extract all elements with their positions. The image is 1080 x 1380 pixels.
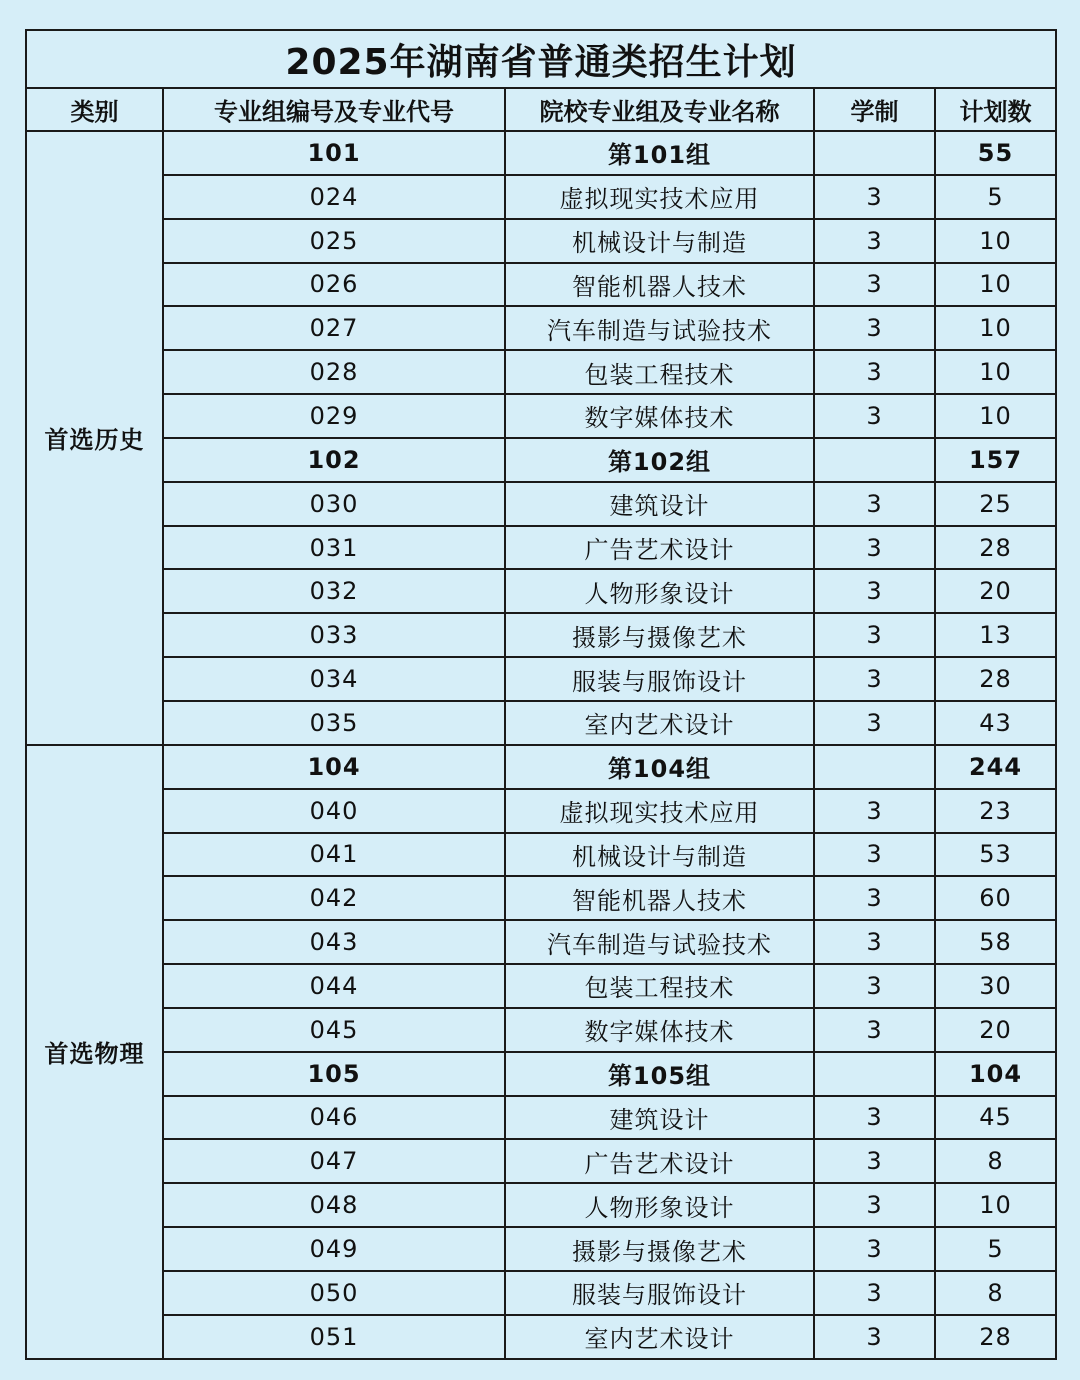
years-cell (814, 131, 935, 175)
plan-count-cell: 28 (935, 657, 1056, 701)
plan-count-cell: 23 (935, 789, 1056, 833)
major-name-cell: 智能机器人技术 (505, 263, 814, 307)
enrollment-plan-table (25, 29, 1057, 1360)
plan-count-cell: 60 (935, 876, 1056, 920)
code-cell: 042 (163, 876, 505, 920)
plan-count-cell: 28 (935, 1315, 1056, 1359)
years-cell: 3 (814, 175, 935, 219)
code-cell: 029 (163, 394, 505, 438)
major-name-cell: 包装工程技术 (505, 964, 814, 1008)
years-cell: 3 (814, 1183, 935, 1227)
years-cell: 3 (814, 613, 935, 657)
major-name-cell: 广告艺术设计 (505, 1139, 814, 1183)
plan-count-cell: 10 (935, 1183, 1056, 1227)
major-name-cell: 虚拟现实技术应用 (505, 789, 814, 833)
major-name-cell: 服装与服饰设计 (505, 1271, 814, 1315)
years-cell: 3 (814, 1139, 935, 1183)
plan-count-cell: 10 (935, 350, 1056, 394)
major-name-cell: 机械设计与制造 (505, 219, 814, 263)
code-cell: 043 (163, 920, 505, 964)
code-cell: 040 (163, 789, 505, 833)
table-row (26, 1227, 1056, 1271)
table-row (26, 1315, 1056, 1359)
major-name-cell: 建筑设计 (505, 1096, 814, 1140)
major-name-cell: 人物形象设计 (505, 569, 814, 613)
plan-count-cell: 8 (935, 1139, 1056, 1183)
years-cell: 3 (814, 482, 935, 526)
major-name-cell: 第102组 (505, 438, 814, 482)
header-category: 类别 (26, 88, 163, 131)
major-name-cell: 智能机器人技术 (505, 876, 814, 920)
code-cell: 102 (163, 438, 505, 482)
plan-count-cell: 10 (935, 263, 1056, 307)
table-row (26, 789, 1056, 833)
group-row (26, 438, 1056, 482)
header-years: 学制 (814, 88, 935, 131)
years-cell: 3 (814, 569, 935, 613)
code-cell: 048 (163, 1183, 505, 1227)
table-row (26, 701, 1056, 745)
plan-count-cell: 10 (935, 219, 1056, 263)
code-cell: 026 (163, 263, 505, 307)
table-row (26, 833, 1056, 877)
code-cell: 031 (163, 526, 505, 570)
years-cell: 3 (814, 964, 935, 1008)
major-name-cell: 摄影与摄像艺术 (505, 1227, 814, 1271)
years-cell: 3 (814, 789, 935, 833)
plan-count-cell: 20 (935, 569, 1056, 613)
code-cell: 027 (163, 306, 505, 350)
plan-count-cell: 10 (935, 306, 1056, 350)
table-row (26, 219, 1056, 263)
code-cell: 105 (163, 1052, 505, 1096)
header-major-name: 院校专业组及专业名称 (505, 88, 814, 131)
code-cell: 032 (163, 569, 505, 613)
years-cell: 3 (814, 263, 935, 307)
major-name-cell: 数字媒体技术 (505, 1008, 814, 1052)
years-cell (814, 438, 935, 482)
table-row (26, 482, 1056, 526)
plan-count-cell: 13 (935, 613, 1056, 657)
table-row (26, 964, 1056, 1008)
major-name-cell: 室内艺术设计 (505, 1315, 814, 1359)
major-name-cell: 包装工程技术 (505, 350, 814, 394)
table-row (26, 613, 1056, 657)
major-name-cell: 汽车制造与试验技术 (505, 920, 814, 964)
years-cell: 3 (814, 701, 935, 745)
table-row (26, 1096, 1056, 1140)
group-row (26, 745, 1056, 789)
group-row (26, 131, 1056, 175)
code-cell: 034 (163, 657, 505, 701)
table-row (26, 1008, 1056, 1052)
years-cell: 3 (814, 1227, 935, 1271)
header-plan: 计划数 (935, 88, 1056, 131)
years-cell (814, 745, 935, 789)
code-cell: 051 (163, 1315, 505, 1359)
major-name-cell: 建筑设计 (505, 482, 814, 526)
table-row (26, 1139, 1056, 1183)
years-cell: 3 (814, 394, 935, 438)
years-cell: 3 (814, 526, 935, 570)
major-name-cell: 室内艺术设计 (505, 701, 814, 745)
code-cell: 046 (163, 1096, 505, 1140)
years-cell: 3 (814, 1315, 935, 1359)
major-name-cell: 第101组 (505, 131, 814, 175)
table-row (26, 306, 1056, 350)
plan-count-cell: 5 (935, 175, 1056, 219)
major-name-cell: 汽车制造与试验技术 (505, 306, 814, 350)
table-row (26, 920, 1056, 964)
major-name-cell: 广告艺术设计 (505, 526, 814, 570)
major-name-cell: 第104组 (505, 745, 814, 789)
years-cell: 3 (814, 833, 935, 877)
table-row (26, 394, 1056, 438)
code-cell: 044 (163, 964, 505, 1008)
header-row (26, 88, 1056, 131)
years-cell: 3 (814, 1271, 935, 1315)
table-row (26, 1183, 1056, 1227)
years-cell: 3 (814, 219, 935, 263)
category-cell: 首选物理 (26, 745, 163, 1359)
category-cell: 首选历史 (26, 131, 163, 745)
code-cell: 045 (163, 1008, 505, 1052)
code-cell: 049 (163, 1227, 505, 1271)
major-name-cell: 第105组 (505, 1052, 814, 1096)
major-name-cell: 虚拟现实技术应用 (505, 175, 814, 219)
table-row (26, 526, 1056, 570)
plan-count-cell: 10 (935, 394, 1056, 438)
years-cell: 3 (814, 1008, 935, 1052)
group-row (26, 1052, 1056, 1096)
table-row (26, 1271, 1056, 1315)
plan-count-cell: 5 (935, 1227, 1056, 1271)
table-row (26, 569, 1056, 613)
years-cell (814, 1052, 935, 1096)
plan-count-cell: 58 (935, 920, 1056, 964)
years-cell: 3 (814, 920, 935, 964)
table-row (26, 350, 1056, 394)
major-name-cell: 数字媒体技术 (505, 394, 814, 438)
code-cell: 101 (163, 131, 505, 175)
years-cell: 3 (814, 306, 935, 350)
code-cell: 028 (163, 350, 505, 394)
plan-count-cell: 28 (935, 526, 1056, 570)
plan-count-cell: 25 (935, 482, 1056, 526)
table-row (26, 175, 1056, 219)
plan-count-cell: 20 (935, 1008, 1056, 1052)
plan-count-cell: 45 (935, 1096, 1056, 1140)
plan-count-cell: 30 (935, 964, 1056, 1008)
years-cell: 3 (814, 876, 935, 920)
table-title: 2025年湖南省普通类招生计划 (26, 30, 1056, 88)
major-name-cell: 摄影与摄像艺术 (505, 613, 814, 657)
plan-count-cell: 8 (935, 1271, 1056, 1315)
code-cell: 041 (163, 833, 505, 877)
years-cell: 3 (814, 657, 935, 701)
code-cell: 033 (163, 613, 505, 657)
major-name-cell: 服装与服饰设计 (505, 657, 814, 701)
header-code: 专业组编号及专业代号 (163, 88, 505, 131)
code-cell: 050 (163, 1271, 505, 1315)
plan-count-cell: 157 (935, 438, 1056, 482)
code-cell: 047 (163, 1139, 505, 1183)
plan-count-cell: 104 (935, 1052, 1056, 1096)
table-row (26, 876, 1056, 920)
major-name-cell: 机械设计与制造 (505, 833, 814, 877)
plan-count-cell: 55 (935, 131, 1056, 175)
plan-count-cell: 43 (935, 701, 1056, 745)
plan-count-cell: 53 (935, 833, 1056, 877)
plan-count-cell: 244 (935, 745, 1056, 789)
table-body (26, 131, 1056, 1359)
table-row (26, 657, 1056, 701)
code-cell: 025 (163, 219, 505, 263)
table-row (26, 263, 1056, 307)
years-cell: 3 (814, 1096, 935, 1140)
code-cell: 024 (163, 175, 505, 219)
major-name-cell: 人物形象设计 (505, 1183, 814, 1227)
code-cell: 035 (163, 701, 505, 745)
code-cell: 030 (163, 482, 505, 526)
years-cell: 3 (814, 350, 935, 394)
code-cell: 104 (163, 745, 505, 789)
